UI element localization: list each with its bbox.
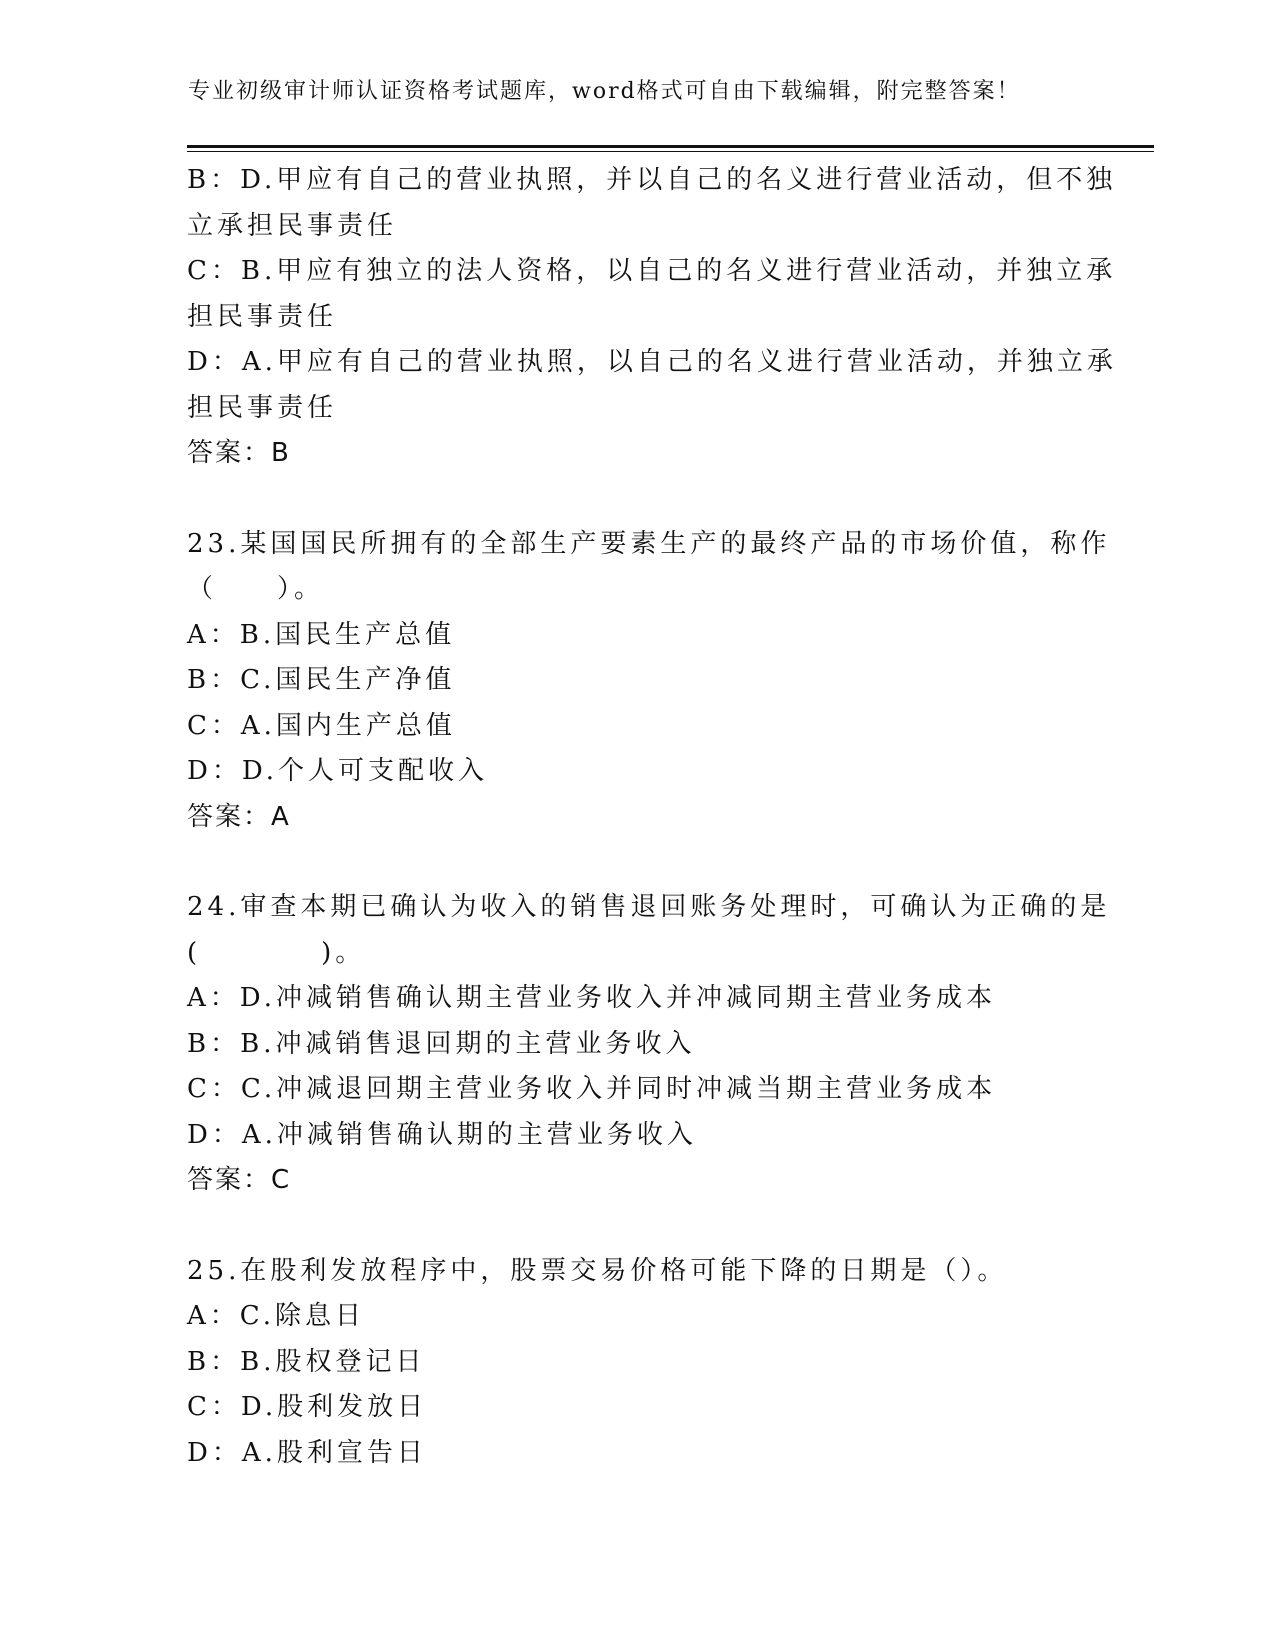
option-b-line1: B：D.甲应有自己的营业执照，并以自己的名义进行营业活动，但不独 [187,165,1117,195]
question-stem-line2: ( )。 [187,937,366,968]
option-a: A：D.冲减销售确认期主营业务收入并冲减同期主营业务成本 [187,983,996,1013]
option-c-line2: 担民事责任 [187,301,338,332]
option-c: C：C.冲减退回期主营业务收入并同时冲减当期主营业务成本 [187,1074,997,1104]
option-b: B：B.股权登记日 [187,1346,426,1377]
option-a: A：C.除息日 [187,1301,366,1331]
option-d: D：D.个人可支配收入 [187,756,489,786]
answer-line: 答案：A [187,801,291,832]
option-b: B：B.冲减销售退回期的主营业务收入 [187,1028,696,1059]
question-stem-line1: 23.某国国民所拥有的全部生产要素生产的最终产品的市场价值，称作 [187,528,1111,559]
option-d: D：A.股利宣告日 [187,1437,427,1468]
header-divider-thin [187,151,1154,152]
question-stem-line1: 24.审查本期已确认为收入的销售退回账务处理时，可确认为正确的是 [187,892,1111,922]
page-header: 专业初级审计师认证资格考试题库，word格式可自由下载编辑，附完整答案！ [188,79,1021,104]
option-b-line2: 立承担民事责任 [187,210,398,241]
option-c: C：D.股利发放日 [187,1392,428,1422]
question-25 [187,1249,1087,1477]
question-24 [187,885,1111,1204]
question-stem-line1: 25.在股利发放程序中，股票交易价格可能下降的日期是（）。 [187,1255,1008,1286]
prev-question [187,158,1117,477]
option-d-line1: D：A.甲应有自己的营业执照，以自己的名义进行营业活动，并独立承 [187,347,1117,377]
document-body [187,158,1117,1476]
answer-line: 答案：C [187,1165,292,1195]
question-stem-line2: （ ）。 [187,574,325,604]
option-b: B：C.国民生产净值 [187,665,456,695]
option-d: D：A.冲减销售确认期的主营业务收入 [187,1119,697,1150]
option-c-line1: C：B.甲应有独立的法人资格，以自己的名义进行营业活动，并独立承 [187,256,1117,286]
question-23 [187,522,1111,841]
option-d-line2: 担民事责任 [187,392,338,423]
header-divider-thick [187,145,1154,148]
answer-line: 答案：B [187,438,291,468]
option-a: A：B.国民生产总值 [187,619,456,650]
option-c: C：A.国内生产总值 [187,710,456,741]
